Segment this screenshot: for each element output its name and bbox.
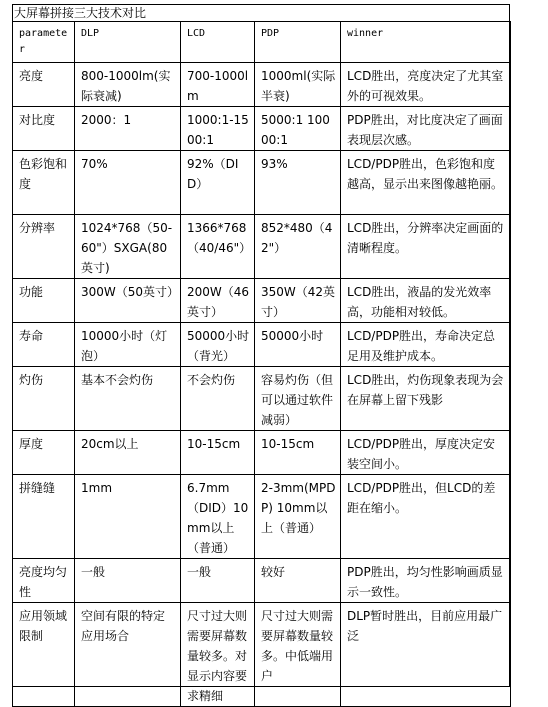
- pdp-cell: 93%: [255, 151, 341, 215]
- winner-cell: LCD胜出，液晶的发光效率高，功能相对较低。: [341, 279, 511, 323]
- table-row: [13, 279, 511, 323]
- dlp-cell: 基本不会灼伤: [75, 367, 181, 431]
- winner-cell: LCD/PDP胜出，厚度决定安装空间小。: [341, 431, 511, 475]
- dlp-cell: 1024*768（50-60"）SXGA(80英寸): [75, 215, 181, 279]
- lcd-cell: 50000小时（背光）: [181, 323, 255, 367]
- pdp-cell: 2-3mm(MPDP) 10mm以上（普通）: [255, 475, 341, 559]
- dlp-cell: 1mm: [75, 475, 181, 559]
- pdp-cell: 1000ml(实际半衰): [255, 63, 341, 107]
- param-cell: 分辨率: [13, 215, 75, 279]
- param-cell: 寿命: [13, 323, 75, 367]
- dlp-cell: 70%: [75, 151, 181, 215]
- table-row: [13, 215, 511, 279]
- lcd-cell: 92%（DID）: [181, 151, 255, 215]
- comparison-table: [12, 21, 511, 707]
- dlp-cell: 20cm以上: [75, 431, 181, 475]
- table-row: [13, 63, 511, 107]
- winner-cell: LCD/PDP胜出，寿命决定总足用及维护成本。: [341, 323, 511, 367]
- header-cell-dlp: DLP: [75, 22, 181, 63]
- pdp-cell: 10-15cm: [255, 431, 341, 475]
- table-row: [13, 151, 511, 215]
- lcd-cell: 尺寸过大则需要屏幕数量较多。对显示内容要求精细: [181, 603, 255, 707]
- winner-cell: LCD/PDP胜出，但LCD的差距在缩小。: [341, 475, 511, 559]
- dlp-cell: 800-1000lm(实际衰减): [75, 63, 181, 107]
- lcd-cell: 不会灼伤: [181, 367, 255, 431]
- header-cell-lcd: LCD: [181, 22, 255, 63]
- param-cell: 拼缝缝: [13, 475, 75, 559]
- dlp-cell: 空间有限的特定应用场合: [75, 603, 181, 707]
- dlp-cell: 10000小时（灯泡）: [75, 323, 181, 367]
- document-title: 大屏幕拼接三大技术对比: [14, 6, 147, 20]
- winner-cell: LCD/PDP胜出，色彩饱和度越高，显示出来图像越艳丽。: [341, 151, 511, 215]
- param-cell: 功能: [13, 279, 75, 323]
- param-cell: 亮度均匀性: [13, 559, 75, 603]
- dlp-cell: 300W（50英寸）: [75, 279, 181, 323]
- table-row: [13, 107, 511, 151]
- pdp-cell: 5000:1 10000:1: [255, 107, 341, 151]
- table-row: [13, 367, 511, 431]
- pdp-cell: 350W（42英寸）: [255, 279, 341, 323]
- header-row: [13, 22, 511, 63]
- dlp-cell: 一般: [75, 559, 181, 603]
- lcd-cell: 1366*768（40/46"）: [181, 215, 255, 279]
- header-cell-parameter: parameter: [13, 22, 75, 63]
- lcd-cell: 700-1000lm: [181, 63, 255, 107]
- param-cell: 色彩饱和度: [13, 151, 75, 215]
- winner-cell: LCD胜出，灼伤现象表现为会在屏幕上留下残影: [341, 367, 511, 431]
- param-cell: 对比度: [13, 107, 75, 151]
- pdp-cell: 852*480（42"）: [255, 215, 341, 279]
- table-row: [13, 559, 511, 603]
- param-cell: 灼伤: [13, 367, 75, 431]
- pdp-cell: 尺寸过大则需要屏幕数量较多。中低端用户: [255, 603, 341, 707]
- pdp-cell: 50000小时: [255, 323, 341, 367]
- table-row: [13, 475, 511, 559]
- dlp-cell: 2000：1: [75, 107, 181, 151]
- table-row: [13, 431, 511, 475]
- winner-cell: LCD胜出，分辨率决定画面的清晰程度。: [341, 215, 511, 279]
- winner-cell: LCD胜出，亮度决定了尤其室外的可视效果。: [341, 63, 511, 107]
- lcd-cell: 1000:1-1500:1: [181, 107, 255, 151]
- param-cell: 厚度: [13, 431, 75, 475]
- lcd-cell: 200W（46英寸）: [181, 279, 255, 323]
- param-cell: 应用领域限制: [13, 603, 75, 707]
- lcd-cell: 10-15cm: [181, 431, 255, 475]
- winner-cell: DLP暂时胜出，目前应用最广泛: [341, 603, 511, 707]
- winner-cell: PDP胜出，对比度决定了画面表现层次感。: [341, 107, 511, 151]
- param-cell: 亮度: [13, 63, 75, 107]
- table-row: [13, 603, 511, 707]
- header-cell-pdp: PDP: [255, 22, 341, 63]
- lcd-cell: 一般: [181, 559, 255, 603]
- pdp-cell: 较好: [255, 559, 341, 603]
- lcd-cell: 6.7mm（DID）10mm以上（普通）: [181, 475, 255, 559]
- table-row: [13, 323, 511, 367]
- winner-cell: PDP胜出，均匀性影响画质显示一致性。: [341, 559, 511, 603]
- header-cell-winner: winner: [341, 22, 511, 63]
- pdp-cell: 容易灼伤（但可以通过软件减弱）: [255, 367, 341, 431]
